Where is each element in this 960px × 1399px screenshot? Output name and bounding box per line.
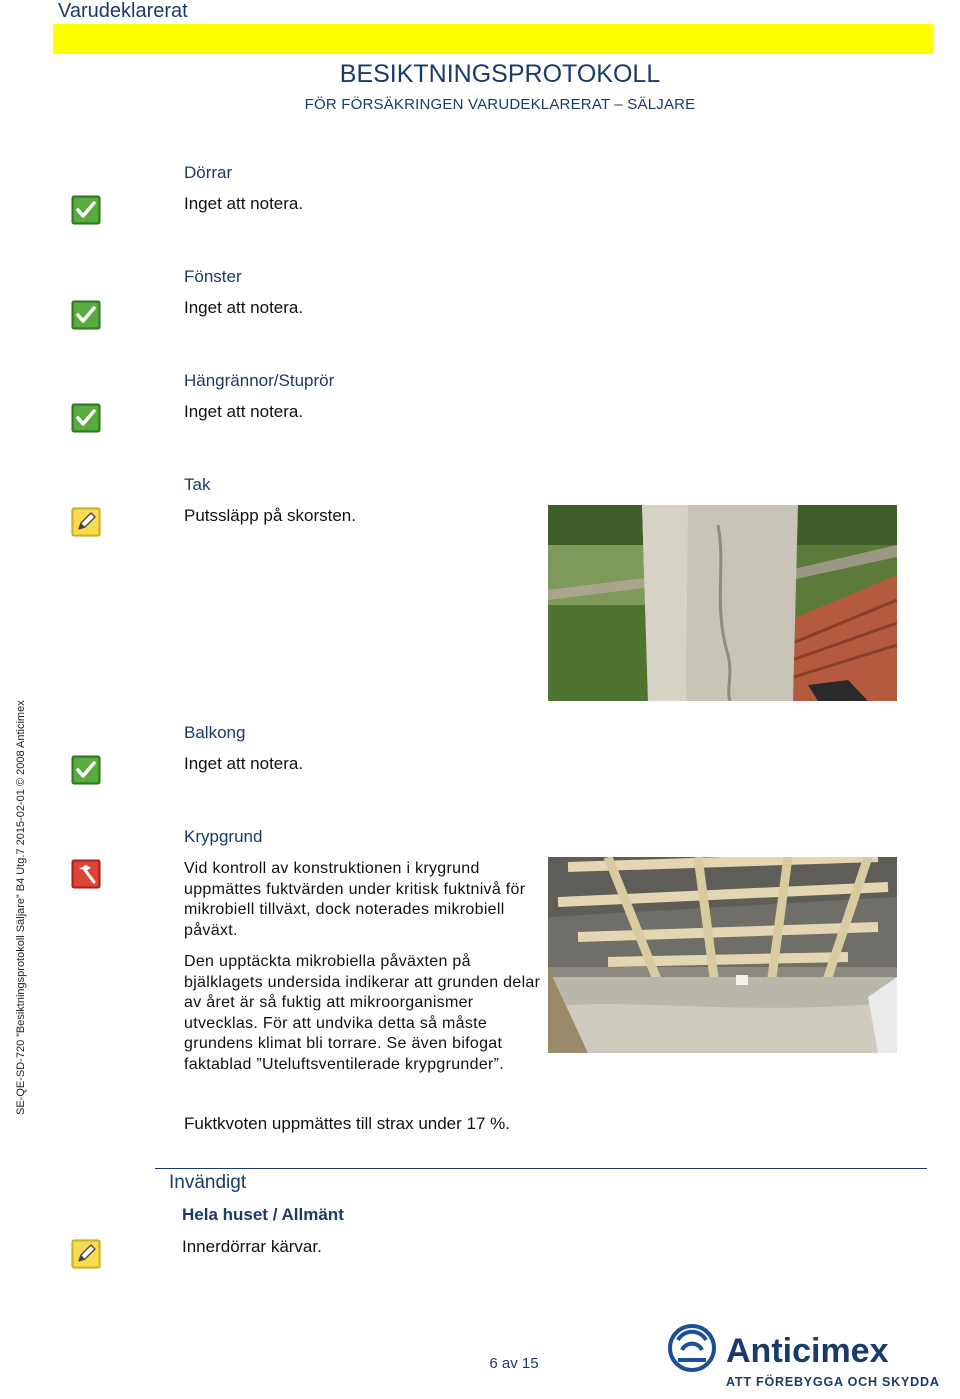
section-divider (155, 1168, 927, 1169)
invandigt-text: Innerdörrar kärvar. (182, 1237, 322, 1256)
pencil-note-icon (71, 507, 101, 537)
krypgrund-paragraph-3: Fuktkvoten uppmättes till strax under 17 %. (184, 1114, 510, 1133)
section-title-dorrar: Dörrar (184, 163, 233, 182)
invandigt-heading: Invändigt (169, 1172, 247, 1193)
crawlspace-photo (548, 857, 897, 1053)
logo-name: Anticimex (726, 1332, 889, 1370)
header-bar (53, 24, 934, 54)
check-icon (71, 195, 101, 225)
logo-tagline: ATT FÖREBYGGA OCH SKYDDA (726, 1375, 940, 1389)
section-text-hangrannor: Inget att notera. (184, 402, 304, 421)
check-icon (71, 755, 101, 785)
krypgrund-paragraph-2: Den upptäckta mikrobiella påväxten på bjälklagets undersida indikerar att grunden delar av året är så fuktig att mikroorganismer utvecklas. För att undvika detta så måste grundens klimat bli torrare. Se även bifogat faktablad ”Uteluftsventilerade krypgrunder”. (184, 953, 541, 1073)
check-icon (71, 300, 101, 330)
section-text-fonster: Inget att notera. (184, 298, 304, 317)
section-title-krypgrund: Krypgrund (184, 827, 263, 846)
section-title-fonster: Fönster (184, 267, 242, 286)
invandigt-subheading: Hela huset / Allmänt (182, 1205, 344, 1224)
anticimex-logo (668, 1322, 950, 1392)
section-title-tak: Tak (184, 475, 211, 494)
krypgrund-paragraph-1: Vid kontroll av konstruktionen i krygrund uppmättes fuktvärden under kritisk fuktnivå för mikrobiell tillväxt, dock noterades mikrobiell påväxt. (184, 860, 526, 939)
page-number: 6 av 15 (489, 1355, 539, 1372)
page-subtitle: FÖR FÖRSÄKRINGEN VARUDEKLARERAT – SÄLJARE (304, 96, 696, 113)
check-icon (71, 403, 101, 433)
brand-name: Varudeklarerat (58, 0, 188, 22)
pencil-note-icon (71, 1239, 101, 1269)
hammer-action-icon (71, 859, 101, 889)
section-text-balkong: Inget att notera. (184, 754, 304, 773)
page-title: BESIKTNINGSPROTOKOLL (339, 60, 661, 88)
section-text-dorrar: Inget att notera. (184, 194, 304, 213)
document-reference: SE-QE-SD-720 ”Besiktningsprotokoll Säljare” B4 Utg.7 2015-02-01 © 2008 Anticimex (15, 700, 27, 1115)
section-title-balkong: Balkong (184, 723, 246, 742)
section-title-hangrannor: Hängrännor/Stuprör (184, 371, 335, 390)
chimney-photo (548, 505, 897, 701)
section-text-tak: Putssläpp på skorsten. (184, 506, 356, 525)
